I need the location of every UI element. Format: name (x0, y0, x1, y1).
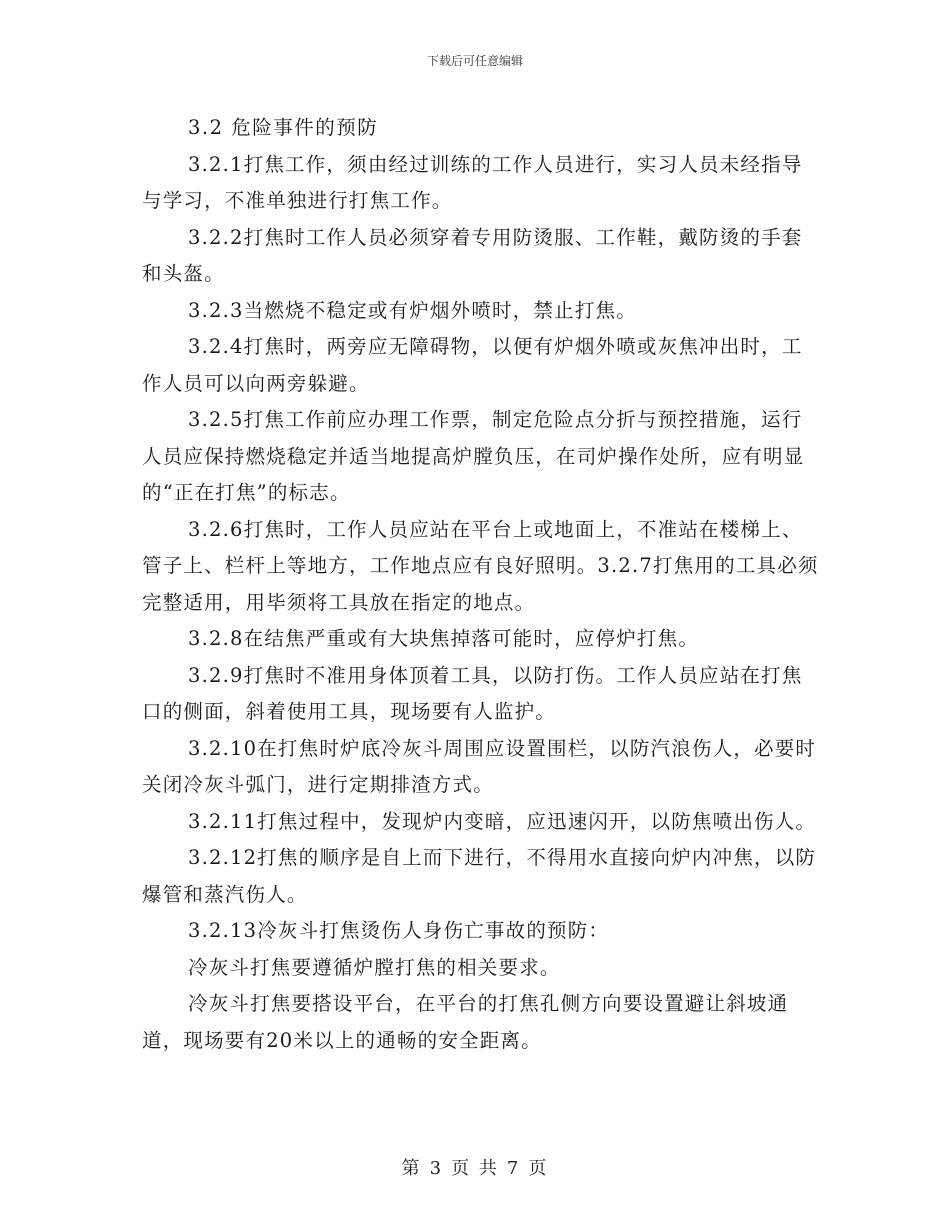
paragraph: 3.2.12打焦的顺序是自上而下进行，不得用水直接向炉内冲焦，以防爆管和蒸汽伤人。 (142, 846, 817, 906)
page-header: 下载后可任意编辑 (426, 54, 523, 68)
paragraph: 3.2.10在打焦时炉底冷灰斗周围应设置围栏，以防汽浪伤人，必要时关闭冷灰斗弧门，进行定期排渣方式。 (142, 736, 817, 796)
paragraph: 3.2.1打焦工作，须由经过训练的工作人员进行，实习人员未经指导与学习，不准单独进行打焦工作。 (142, 152, 803, 212)
paragraph: 3.2.4打焦时，两旁应无障碍物，以便有炉烟外喷或灰焦冲出时，工作人员可以向两旁躲避。 (142, 335, 803, 395)
paragraph: 冷灰斗打焦要搭设平台，在平台的打焦孔侧方向要设置避让斜坡通道，现场要有20米以上的通畅的安全距离。 (142, 992, 789, 1052)
current-page-number: 3 (429, 1158, 444, 1179)
section-heading: 3.2 危险事件的预防 (188, 116, 379, 139)
paragraph: 3.2.8在结焦严重或有大块焦掉落可能时，应停炉打焦。 (188, 627, 700, 650)
page-footer (0, 1154, 950, 1180)
paragraph: 3.2.9打焦时不准用身体顶着工具，以防打伤。工作人员应站在打焦口的侧面，斜着使用工具，现场要有人监护。 (142, 663, 803, 723)
paragraph: 3.2.3当燃烧不稳定或有炉烟外喷时，禁止打焦。 (188, 298, 637, 322)
footer-label-page: 第 (401, 1158, 422, 1179)
footer-label-pages: 页 (528, 1158, 549, 1179)
footer-label-of: 页 共 (451, 1158, 499, 1179)
total-pages-number: 7 (506, 1158, 521, 1179)
paragraph: 3.2.2打焦时工作人员必须穿着专用防烫服、工作鞋，戴防烫的手套和头盔。 (142, 225, 803, 285)
paragraph: 冷灰斗打焦要遵循炉膛打焦的相关要求。 (188, 955, 561, 979)
paragraph: 3.2.11打焦过程中，发现炉内变暗，应迅速闪开，以防焦喷出伤人。 (188, 809, 817, 833)
document-body (142, 110, 822, 1059)
paragraph: 3.2.5打焦工作前应办理工作票，制定危险点分折与预控措施，运行人员应保持燃烧稳定并适当地提高炉膛负压，在司炉操作处所，应有明显的“正在打焦”的标志。 (142, 408, 805, 504)
paragraph: 3.2.6打焦时，工作人员应站在平台上或地面上，不准站在楼梯上、管子上、栏杆上等地方，工作地点应有良好照明。3.2.7打焦用的工具必须完整适用，用毕须将工具放在指定的地点。 (142, 517, 819, 614)
paragraph: 3.2.13冷灰斗打焦烫伤人身伤亡事故的预防： (188, 919, 610, 942)
